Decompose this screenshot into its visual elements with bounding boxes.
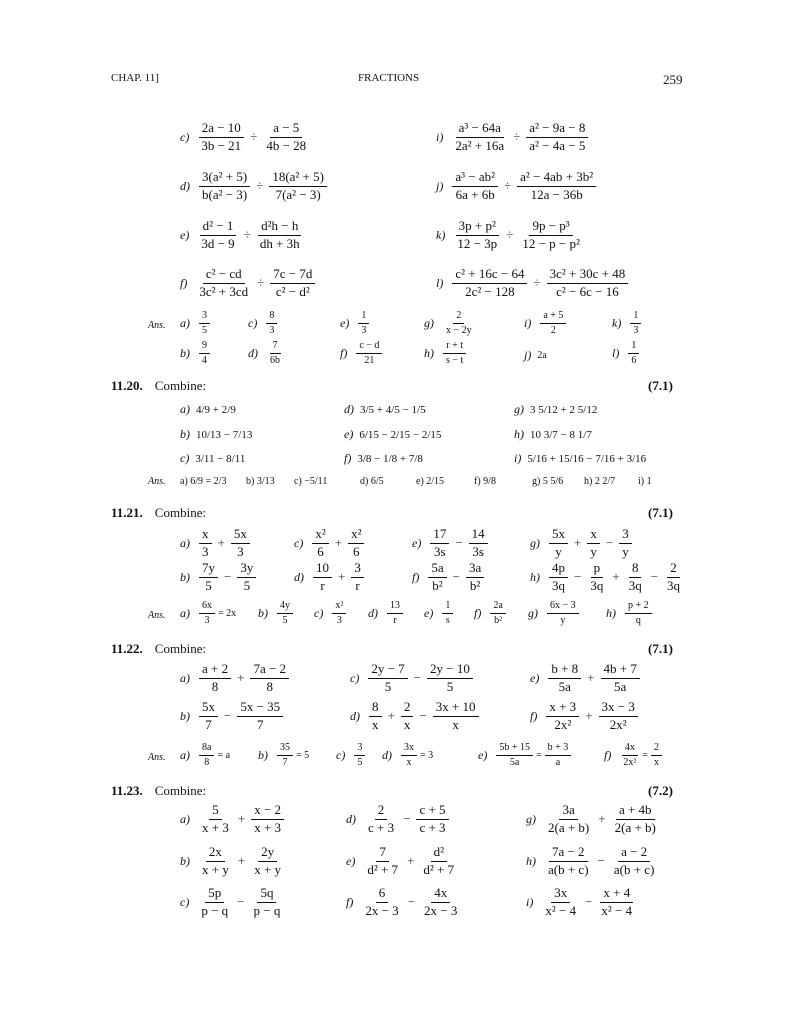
s22-problem-d: d) $\frac{8}{x}$ + $\frac{2}{x}$ − $\frac{3x + 10}{x}$ bbox=[350, 700, 482, 733]
s23-problem-g: g) $\frac{3a}{2(a + b)}$ + $\frac{a + 4b}{2(a + b)}$ bbox=[526, 802, 656, 835]
s21-problem-h: h) $\frac{4p}{3q}$ − $\frac{p}{3q}$ + $\frac{8}{3q}$ − $\frac{2}{3q}$ bbox=[530, 560, 681, 593]
answer-g: g) $\frac{2}{x - 2y}$ bbox=[424, 310, 472, 336]
s21-problem-a: a) $\frac{x}{3}$ + $\frac{5x}{3}$ bbox=[180, 527, 253, 560]
s20-problem-h: h) 10 3/7 − 8 1/7 bbox=[514, 427, 592, 441]
section-11-23-heading: 11.23. Combine: bbox=[111, 783, 207, 798]
s20-problem-f: f) 3/8 − 1/8 + 7/8 bbox=[344, 451, 423, 465]
s21-answers-label: Ans. bbox=[148, 610, 166, 621]
answer-j: j) 2a bbox=[524, 348, 547, 362]
problem-d: d) $\frac{\text{3(a² + 5)}}{\text{b(a² − 3)}}$ ÷ $\frac{\text{18(a² + 5)}}{\text{7(a² − 3)}}$ bbox=[180, 170, 330, 203]
s21-answer-g: g) $\frac{6x - 3}{y}$ bbox=[528, 600, 582, 626]
page-title: FRACTIONS bbox=[358, 72, 420, 84]
s21-answer-d: d) $\frac{13}{r}$ bbox=[368, 600, 406, 626]
s23-problem-b: b) $\frac{2x}{x + y}$ + $\frac{2y}{x + y}$ bbox=[180, 844, 282, 877]
answer-i: i) $\frac{a + 5}{2}$ bbox=[524, 310, 569, 336]
section-11-21-heading: 11.21. Combine: bbox=[111, 505, 207, 520]
s20-problem-c: c) 3/11 − 8/11 bbox=[180, 451, 246, 465]
answers-label: Ans. bbox=[148, 320, 166, 331]
s20-answer-f: f) 9/8 bbox=[474, 476, 496, 487]
s22-problem-e: e) $\frac{b + 8}{5a}$ + $\frac{4b + 7}{5a}$ bbox=[530, 662, 643, 695]
s22-answer-d: d) $\frac{3x}{x}$ = 3 bbox=[382, 742, 434, 768]
problem-l: l) $\frac{\text{c² + 16c − 64}}{\text{2c² − 128}}$ ÷ $\frac{\text{3c² + 30c + 48}}{\text{c² − 6c − 16}}$ bbox=[436, 267, 631, 300]
s23-problem-h: h) $\frac{7a - 2}{a(b + c)}$ − $\frac{a - 2}{a(b + c)}$ bbox=[526, 844, 655, 877]
answer-b: b) $\frac{9}{4}$ bbox=[180, 340, 213, 366]
s20-problem-g: g) 3 5/12 + 2 5/12 bbox=[514, 402, 598, 416]
s20-problem-e: e) 6/15 − 2/15 − 2/15 bbox=[344, 427, 442, 441]
s21-problem-c: c) $\frac{\text{x²}}{6}$ + $\frac{\text{x²}}{6}$ bbox=[294, 527, 367, 560]
section-11-22-ref: (7.1) bbox=[648, 641, 673, 656]
s21-answer-a: a) $\frac{6x}{3}$ = 2x bbox=[180, 600, 237, 626]
s22-answer-c: c) $\frac{3}{5}$ bbox=[336, 742, 368, 768]
problem-f: f) $\frac{\text{c² − cd}}{\text{3c² + 3cd}}$ ÷ $\frac{7c - 7d}{\text{c² − d²}}$ bbox=[180, 267, 318, 300]
s23-problem-a: a) $\frac{5}{x + 3}$ + $\frac{x - 2}{x + 3}$ bbox=[180, 803, 287, 836]
section-11-23-ref: (7.2) bbox=[648, 783, 673, 798]
s20-answer-d: d) 6/5 bbox=[360, 476, 384, 487]
s21-answer-c: c) $\frac{\text{x²}}{3}$ bbox=[314, 600, 349, 626]
s21-answer-e: e) $\frac{1}{s}$ bbox=[424, 600, 456, 626]
s21-problem-d: d) $\frac{10}{r}$ + $\frac{3}{r}$ bbox=[294, 561, 367, 594]
s23-problem-d: d) $\frac{2}{c + 3}$ − $\frac{c + 5}{c + 3}$ bbox=[346, 803, 452, 836]
answer-h: h) $\frac{r + t}{s - t}$ bbox=[424, 340, 469, 366]
s23-problem-e: e) $\frac{7}{\text{d² + 7}}$ + $\frac{\text{d²}}{\text{d² + 7}}$ bbox=[346, 844, 455, 877]
problem-i: i) $\frac{\text{a³ − 64a}}{\text{2a² + 16a}}$ ÷ $\frac{\text{a² − 9a − 8}}{\text{a² − 4a − 5}}$ bbox=[436, 121, 591, 154]
s20-answers-label: Ans. bbox=[148, 476, 166, 487]
s23-problem-c: c) $\frac{5p}{p - q}$ − $\frac{5q}{p - q}$ bbox=[180, 885, 281, 918]
problem-j: j) $\frac{\text{a³ − ab²}}{6a + 6b}$ ÷ $\frac{\text{a² − 4ab + 3b²}}{12a - 36b}$ bbox=[436, 170, 599, 203]
s21-problem-e: e) $\frac{17}{3s}$ − $\frac{14}{3s}$ bbox=[412, 527, 491, 560]
section-11-20-heading: 11.20. Combine: bbox=[111, 378, 207, 393]
s20-problem-i: i) 5/16 + 15/16 − 7/16 + 3/16 bbox=[514, 451, 647, 465]
s20-answer-b: b) 3/13 bbox=[246, 476, 275, 487]
s22-problem-a: a) $\frac{a + 2}{8}$ + $\frac{7a - 2}{8}$ bbox=[180, 662, 292, 695]
s21-problem-g: g) $\frac{5x}{y}$ + $\frac{x}{y}$ − $\frac{3}{y}$ bbox=[530, 527, 635, 560]
answer-c: c) $\frac{8}{3}$ bbox=[248, 310, 280, 336]
s22-answer-a: a) $\frac{8a}{8}$ = a bbox=[180, 742, 231, 768]
s20-answer-h: h) 2 2/7 bbox=[584, 476, 616, 487]
section-11-21-ref: (7.1) bbox=[648, 505, 673, 520]
s22-answer-b: b) $\frac{35}{7}$ = 5 bbox=[258, 742, 310, 768]
s20-problem-d: d) 3/5 + 4/5 − 1/5 bbox=[344, 402, 426, 416]
section-11-20-ref: (7.1) bbox=[648, 378, 673, 393]
answer-e: e) $\frac{1}{3}$ bbox=[340, 310, 372, 336]
s23-problem-i: i) $\frac{3x}{\text{x² − 4}}$ − $\frac{x + 4}{\text{x² − 4}}$ bbox=[526, 885, 633, 918]
answer-l: l) $\frac{1}{6}$ bbox=[612, 340, 642, 366]
problem-e: e) $\frac{\text{d² − 1}}{3d - 9}$ ÷ $\frac{\text{d²h − h}}{dh + 3h}$ bbox=[180, 218, 300, 251]
section-11-22-heading: 11.22. Combine: bbox=[111, 641, 207, 656]
s20-answer-g: g) 5 5/6 bbox=[532, 476, 564, 487]
s21-answer-b: b) $\frac{4y}{5}$ bbox=[258, 600, 296, 626]
s22-answer-e: e) $\frac{5b + 15}{5a}$ = $\frac{b + 3}{a}$ bbox=[478, 742, 574, 768]
s23-problem-f: f) $\frac{6}{2x - 3}$ − $\frac{4x}{2x - 3}$ bbox=[346, 885, 458, 918]
s20-answer-a: a) 6/9 = 2/3 bbox=[180, 476, 227, 487]
problem-c: c) $\frac{2a - 10}{3b - 21}$ ÷ $\frac{a - 5}{4b - 28}$ bbox=[180, 120, 307, 153]
answer-k: k) $\frac{1}{3}$ bbox=[612, 310, 644, 336]
s21-answer-f: f) $\frac{2a}{\text{b²}}$ bbox=[474, 600, 509, 626]
s20-problem-a: a) 4/9 + 2/9 bbox=[180, 402, 236, 416]
s22-problem-b: b) $\frac{5x}{7}$ − $\frac{5x - 35}{7}$ bbox=[180, 700, 286, 733]
problem-k: k) $\frac{\text{3p + p²}}{12 - 3p}$ ÷ $\frac{\text{9p − p³}}{\text{12 − p − p²}}$ bbox=[436, 218, 580, 251]
s20-answer-c: c) −5/11 bbox=[294, 476, 328, 487]
s22-answers-label: Ans. bbox=[148, 752, 166, 763]
s20-problem-b: b) 10/13 − 7/13 bbox=[180, 427, 253, 441]
answer-f: f) $\frac{c - d}{21}$ bbox=[340, 340, 385, 366]
answer-d: d) $\frac{7}{6b}$ bbox=[248, 340, 280, 366]
s20-answer-i: i) 1 bbox=[638, 476, 652, 487]
chapter-label: CHAP. 11] bbox=[111, 72, 159, 84]
answer-a: a) $\frac{3}{5}$ bbox=[180, 310, 213, 336]
page-number: 259 bbox=[663, 72, 683, 87]
s21-problem-b: b) $\frac{7y}{5}$ − $\frac{3y}{5}$ bbox=[180, 561, 259, 594]
s20-answer-e: e) 2/15 bbox=[416, 476, 445, 487]
s21-answer-h: h) $\frac{p + 2}{q}$ bbox=[606, 600, 655, 626]
s21-problem-f: f) $\frac{5a}{\text{b²}}$ − $\frac{3a}{\text{b²}}$ bbox=[412, 561, 487, 594]
s22-problem-f: f) $\frac{x + 3}{\text{2x²}}$ + $\frac{3x - 3}{\text{2x²}}$ bbox=[530, 700, 641, 733]
s22-answer-f: f) $\frac{4x}{\text{2x²}}$ = $\frac{2}{x}$ bbox=[604, 742, 665, 768]
s22-problem-c: c) $\frac{2y - 7}{5}$ − $\frac{2y - 10}{5}$ bbox=[350, 662, 476, 695]
